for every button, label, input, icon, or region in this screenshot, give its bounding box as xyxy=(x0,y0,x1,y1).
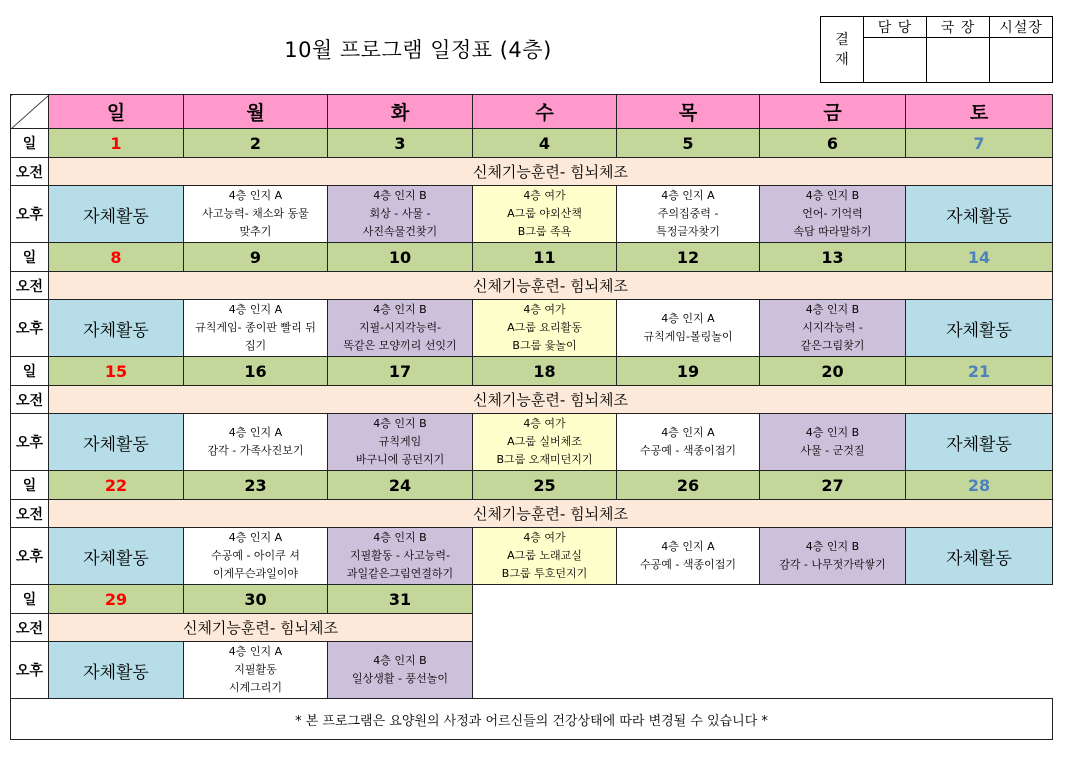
pm-program-cell xyxy=(328,528,473,585)
am-row-label: 오전 xyxy=(11,158,49,186)
program-line: 규칙게임-볼링놀이 xyxy=(643,330,733,343)
pm-program-cell xyxy=(49,414,184,471)
program-line: 4층 인지 A xyxy=(661,540,715,553)
date-row-label: 일 xyxy=(11,585,49,614)
pm-program-cell xyxy=(760,186,906,243)
pm-program-cell xyxy=(473,300,617,357)
program-line: 자체활동 xyxy=(83,320,149,341)
date-cell: 20 xyxy=(760,357,906,386)
pm-program-cell xyxy=(184,300,328,357)
date-cell: 4 xyxy=(473,129,617,158)
date-cell: 29 xyxy=(49,585,184,614)
program-line: 이게무슨과일이야 xyxy=(212,567,298,580)
empty-area xyxy=(473,585,1053,699)
program-line: 4층 인지 B xyxy=(805,540,860,553)
program-line: 자체활동 xyxy=(83,206,149,227)
program-line: 4층 인지 B xyxy=(373,303,427,316)
pm-program-cell xyxy=(906,414,1053,471)
pm-program-cell xyxy=(184,642,328,699)
program-line: 언어- 기억력 xyxy=(802,207,863,220)
pm-program-cell xyxy=(906,300,1053,357)
pm-program-cell xyxy=(473,414,617,471)
date-row xyxy=(11,243,1053,272)
program-line: 자체활동 xyxy=(946,320,1012,341)
date-cell: 5 xyxy=(617,129,760,158)
program-line: 자체활동 xyxy=(83,548,149,569)
pm-program-cell xyxy=(906,186,1053,243)
pm-program-cell xyxy=(760,528,906,585)
date-cell: 6 xyxy=(760,129,906,158)
date-cell: 12 xyxy=(617,243,760,272)
program-line: 시지각능력 - xyxy=(802,321,863,334)
day-header-row xyxy=(11,95,1053,129)
pm-row-label: 오후 xyxy=(11,300,49,357)
program-line: 규칙게임- 종이판 빨리 뒤 xyxy=(195,321,316,334)
program-line: 4층 인지 B xyxy=(805,303,860,316)
am-row-label: 오전 xyxy=(11,386,49,414)
date-cell: 27 xyxy=(760,471,906,500)
program-line: 똑같은 모양끼리 선잇기 xyxy=(343,339,457,352)
date-row-label: 일 xyxy=(11,357,49,386)
program-line: 4층 여가 xyxy=(523,417,566,430)
am-row xyxy=(11,272,1053,300)
program-line: 특정글자찾기 xyxy=(656,225,720,238)
date-row-label: 일 xyxy=(11,471,49,500)
approval-box xyxy=(820,16,1053,83)
date-cell: 17 xyxy=(328,357,473,386)
pm-row xyxy=(11,414,1053,471)
date-cell: 21 xyxy=(906,357,1053,386)
program-line: 자체활동 xyxy=(83,662,149,683)
program-line: 수공예 - 아이쿠 셔 xyxy=(211,549,300,562)
program-line: 4층 여가 xyxy=(523,189,566,202)
pm-program-cell xyxy=(617,414,760,471)
pm-program-cell xyxy=(184,186,328,243)
date-cell: 16 xyxy=(184,357,328,386)
am-program-cell: 신체기능훈련- 힘뇌체조 xyxy=(49,158,1053,186)
program-line: 4층 인지 A xyxy=(661,189,715,202)
program-line: 회상 - 사물 - xyxy=(369,207,431,220)
program-line: B그룹 윷놀이 xyxy=(512,339,577,352)
program-line: 감각 - 가족사진보기 xyxy=(207,444,304,457)
day-header-thu: 목 xyxy=(617,95,760,129)
pm-program-cell xyxy=(328,300,473,357)
program-line: A그룹 노래교실 xyxy=(507,549,582,562)
pm-row-label: 오후 xyxy=(11,642,49,699)
pm-program-cell xyxy=(49,642,184,699)
pm-program-cell xyxy=(328,642,473,699)
approval-header-staff: 담 당 xyxy=(864,17,927,38)
date-cell: 8 xyxy=(49,243,184,272)
date-cell: 10 xyxy=(328,243,473,272)
approval-header-chief: 시설장 xyxy=(990,17,1053,38)
program-line: 4층 인지 A xyxy=(228,531,283,544)
program-line: 과일같은그림연결하기 xyxy=(346,567,454,580)
pm-program-cell xyxy=(617,528,760,585)
date-cell: 7 xyxy=(906,129,1053,158)
program-line: A그룹 실버체조 xyxy=(507,435,582,448)
day-header-sun: 일 xyxy=(49,95,184,129)
pm-program-cell xyxy=(49,528,184,585)
pm-row xyxy=(11,528,1053,585)
approval-label-text: 결 재 xyxy=(835,31,849,68)
am-row-label: 오전 xyxy=(11,614,49,642)
am-row-label: 오전 xyxy=(11,500,49,528)
date-cell: 26 xyxy=(617,471,760,500)
pm-program-cell xyxy=(473,528,617,585)
program-line: 지필활동 xyxy=(234,663,277,676)
pm-program-cell xyxy=(473,186,617,243)
am-program-cell: 신체기능훈련- 힘뇌체조 xyxy=(49,272,1053,300)
am-row xyxy=(11,386,1053,414)
program-line: 지필활동 - 사고능력- xyxy=(350,549,450,562)
date-cell: 9 xyxy=(184,243,328,272)
corner-cell xyxy=(11,95,49,129)
program-line: 4층 인지 A xyxy=(228,303,283,316)
pm-program-cell xyxy=(49,300,184,357)
approval-sign-staff[interactable] xyxy=(864,38,927,83)
pm-program-cell xyxy=(760,300,906,357)
am-program-cell: 신체기능훈련- 힘뇌체조 xyxy=(49,500,1053,528)
program-line: 같은그림찾기 xyxy=(800,339,865,352)
date-cell: 14 xyxy=(906,243,1053,272)
pm-program-cell xyxy=(328,186,473,243)
pm-row xyxy=(11,186,1053,243)
program-line: 집기 xyxy=(244,339,267,352)
pm-row-label: 오후 xyxy=(11,528,49,585)
program-line: 속담 따라말하기 xyxy=(793,225,872,238)
program-line: 4층 인지 A xyxy=(228,189,283,202)
program-line: B그룹 투호던지기 xyxy=(501,567,588,580)
program-line: 감각 - 나무젓가락쌓기 xyxy=(779,558,886,571)
program-line: A그룹 야외산책 xyxy=(507,207,582,220)
date-cell: 22 xyxy=(49,471,184,500)
date-cell: 23 xyxy=(184,471,328,500)
pm-program-cell xyxy=(617,186,760,243)
date-cell: 31 xyxy=(328,585,473,614)
date-row-label: 일 xyxy=(11,243,49,272)
program-line: 사진속물건찾기 xyxy=(362,225,438,238)
approval-sign-chief[interactable] xyxy=(990,38,1053,83)
footnote-row xyxy=(11,699,1053,740)
date-row xyxy=(11,471,1053,500)
program-line: 바구니에 공던지기 xyxy=(355,453,445,466)
program-line: 4층 인지 B xyxy=(373,531,427,544)
program-line: 규칙게임 xyxy=(378,435,422,448)
am-row xyxy=(11,500,1053,528)
date-row xyxy=(11,129,1053,158)
program-line: 자체활동 xyxy=(946,206,1012,227)
program-line: 4층 인지 A xyxy=(661,312,715,325)
pm-row xyxy=(11,300,1053,357)
pm-program-cell xyxy=(49,186,184,243)
program-line: 수공예 - 색종이접기 xyxy=(640,444,736,457)
program-line: A그룹 요리활동 xyxy=(507,321,582,334)
day-header-sat: 토 xyxy=(906,95,1053,129)
program-line: 지필-시지각능력- xyxy=(358,321,442,334)
day-header-tue: 화 xyxy=(328,95,473,129)
day-header-mon: 월 xyxy=(184,95,328,129)
date-cell: 19 xyxy=(617,357,760,386)
date-cell: 25 xyxy=(473,471,617,500)
program-line: 4층 인지 B xyxy=(373,654,427,667)
program-line: 4층 인지 B xyxy=(373,189,427,202)
date-cell: 15 xyxy=(49,357,184,386)
approval-label xyxy=(821,17,864,83)
program-line: 사물 - 군것질 xyxy=(800,444,865,457)
date-cell: 11 xyxy=(473,243,617,272)
program-line: 자체활동 xyxy=(946,434,1012,455)
pm-program-cell xyxy=(328,414,473,471)
pm-program-cell xyxy=(760,414,906,471)
program-line: 일상생활 - 풍선놀이 xyxy=(352,672,448,685)
program-line: 시계그리기 xyxy=(228,681,283,694)
date-cell: 13 xyxy=(760,243,906,272)
schedule-table xyxy=(10,94,1053,740)
pm-program-cell xyxy=(906,528,1053,585)
date-cell: 30 xyxy=(184,585,328,614)
program-line: 4층 인지 A xyxy=(228,426,283,439)
am-row xyxy=(11,158,1053,186)
date-cell: 3 xyxy=(328,129,473,158)
date-row xyxy=(11,357,1053,386)
program-line: 4층 여가 xyxy=(523,303,566,316)
pm-program-cell xyxy=(617,300,760,357)
program-line: 4층 여가 xyxy=(523,531,566,544)
date-cell: 24 xyxy=(328,471,473,500)
date-cell: 1 xyxy=(49,129,184,158)
pm-program-cell xyxy=(184,528,328,585)
program-line: 자체활동 xyxy=(83,434,149,455)
am-program-cell: 신체기능훈련- 힘뇌체조 xyxy=(49,386,1053,414)
program-line: B그룹 오재미던지기 xyxy=(496,453,593,466)
program-line: 4층 인지 B xyxy=(373,417,427,430)
approval-header-director: 국 장 xyxy=(927,17,990,38)
program-line: 4층 인지 A xyxy=(228,645,283,658)
program-line: 4층 인지 B xyxy=(805,426,860,439)
program-line: 맞추기 xyxy=(239,225,272,238)
program-line: B그룹 족욕 xyxy=(517,225,572,238)
date-cell: 18 xyxy=(473,357,617,386)
program-line: 사고능력- 채소와 동물 xyxy=(202,207,309,220)
program-line: 주의집중력 - xyxy=(657,207,719,220)
program-line: 자체활동 xyxy=(946,548,1012,569)
pm-row-label: 오후 xyxy=(11,414,49,471)
pm-program-cell xyxy=(184,414,328,471)
date-cell: 28 xyxy=(906,471,1053,500)
date-row-label: 일 xyxy=(11,129,49,158)
footnote: * 본 프로그램은 요양원의 사정과 어르신들의 건강상태에 따라 변경될 수 있습니다 * xyxy=(11,699,1053,740)
date-row xyxy=(11,585,1053,614)
program-line: 수공예 - 색종이접기 xyxy=(640,558,736,571)
day-header-wed: 수 xyxy=(473,95,617,129)
program-line: 4층 인지 A xyxy=(661,426,715,439)
pm-row-label: 오후 xyxy=(11,186,49,243)
date-cell: 2 xyxy=(184,129,328,158)
page-title: 10월 프로그램 일정표 (4층) xyxy=(284,38,552,62)
program-line: 4층 인지 B xyxy=(805,189,860,202)
am-program-cell: 신체기능훈련- 힘뇌체조 xyxy=(49,614,473,642)
approval-sign-director[interactable] xyxy=(927,38,990,83)
day-header-fri: 금 xyxy=(760,95,906,129)
am-row-label: 오전 xyxy=(11,272,49,300)
